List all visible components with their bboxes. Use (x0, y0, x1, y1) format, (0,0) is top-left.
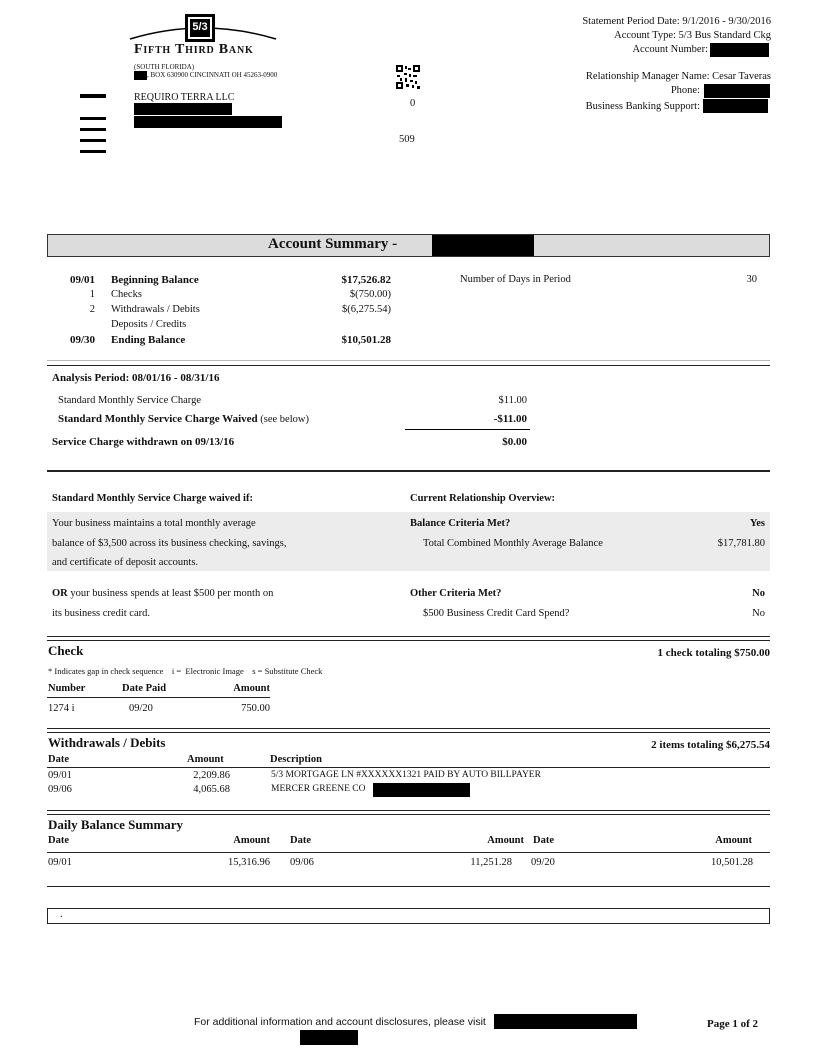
service-charge-waived (58, 413, 309, 425)
combined-balance-value: $17,781.80 (717, 538, 765, 549)
account-summary-title: Account Summary - (268, 236, 398, 252)
analysis-sum-rule (405, 429, 530, 430)
mail-barcode-marks (80, 94, 106, 153)
summary-row-amount: $17,526.82 (341, 274, 391, 286)
divider (47, 810, 770, 811)
bank-logo-text: 5/3 (192, 21, 208, 33)
divider (47, 767, 770, 768)
divider (47, 470, 770, 472)
or-criteria-text-2: its business credit card. (52, 608, 150, 619)
check-legend: * Indicates gap in check sequence i = Electronic Image s = Substitute Check (48, 666, 323, 676)
daily-header-amount-2: Amount (487, 835, 524, 846)
account-number-label: Account Number: (632, 44, 708, 55)
withdrawal-row-1-amount: 2,209.86 (193, 770, 230, 781)
waived-suffix: (see below) (257, 414, 309, 425)
waived-value: -$11.00 (493, 413, 527, 425)
divider (47, 886, 770, 887)
check-row-date: 09/20 (129, 703, 153, 714)
check-header-date: Date Paid (122, 683, 167, 694)
daily-row-1-amount: 15,316.96 (228, 857, 270, 868)
disclosure-text: For additional information and account disclosures, please visit (194, 1016, 486, 1028)
check-total: 1 check totaling $750.00 (657, 647, 770, 659)
customer-name: REQUIRO TERRA LLC (134, 92, 235, 103)
relationship-overview-title: Current Relationship Overview: (410, 493, 556, 504)
withdrawals-total: 2 items totaling $6,275.54 (651, 739, 770, 751)
daily-header-date-1: Date (48, 835, 69, 846)
redacted-phone (704, 84, 770, 98)
withdrawn-value: $0.00 (502, 436, 527, 448)
daily-header-amount-3: Amount (715, 835, 752, 846)
other-criteria-label: Other Criteria Met? (410, 588, 502, 599)
balance-criteria-label: Balance Criteria Met? (410, 518, 511, 529)
waiver-text-2: balance of $3,500 across its business checking, savings, (52, 538, 287, 549)
summary-row-amount: $10,501.28 (341, 334, 391, 346)
redacted-po (134, 71, 147, 80)
redacted-account-number (710, 43, 769, 57)
redacted-website (494, 1014, 637, 1029)
mail-code-zero: 0 (410, 98, 416, 109)
summary-row-date: 09/30 (69, 334, 95, 346)
footer-box (47, 908, 770, 924)
withdrawals-header-date: Date (48, 754, 69, 765)
combined-balance-label: Total Combined Monthly Average Balance (423, 538, 603, 549)
analysis-period-title: Analysis Period: 08/01/16 - 08/31/16 (52, 372, 220, 384)
summary-row-date: 09/01 (69, 274, 95, 286)
check-header-rule (47, 697, 270, 698)
or-criteria-text-1 (52, 588, 273, 599)
waiver-title: Standard Monthly Service Charge waived if: (52, 493, 253, 504)
waived-label: Standard Monthly Service Charge Waived (58, 413, 258, 425)
daily-row-3-date: 09/20 (531, 857, 555, 868)
summary-row-label: Deposits / Credits (111, 319, 187, 330)
days-in-period-value: 30 (746, 274, 757, 285)
daily-balance-section-title: Daily Balance Summary (48, 817, 184, 832)
account-summary-header (47, 234, 770, 257)
summary-row-amount: $(750.00) (349, 289, 391, 300)
waiver-text-3: and certificate of deposit accounts. (52, 557, 199, 568)
withdrawals-header-amount: Amount (187, 754, 224, 765)
waiver-text-1: Your business maintains a total monthly average (52, 518, 256, 529)
divider (47, 728, 770, 729)
redacted-address-2 (134, 116, 282, 128)
daily-row-3-amount: 10,501.28 (711, 857, 753, 868)
divider (47, 732, 770, 733)
check-section-title: Check (48, 643, 84, 658)
bank-logo (128, 13, 278, 61)
redacted-website-2 (300, 1030, 358, 1045)
qr-code (396, 65, 420, 89)
summary-row-label: Checks (111, 289, 142, 300)
summary-row-date: 1 (89, 289, 95, 300)
footer-box-text: . (60, 909, 63, 920)
divider (47, 814, 770, 815)
summary-row-date: 2 (89, 304, 95, 315)
balance-criteria-value: Yes (749, 518, 765, 529)
redacted-description (373, 783, 470, 797)
statement-period: Statement Period Date: 9/1/2016 - 9/30/2016 (582, 16, 771, 27)
service-charge-label: Standard Monthly Service Charge (58, 395, 201, 406)
bank-name: Fifth Third Bank (134, 42, 254, 57)
check-row-amount: 750.00 (241, 703, 270, 714)
summary-row-label: Beginning Balance (111, 274, 199, 286)
withdrawal-row-2-desc: MERCER GREENE CO (271, 784, 366, 794)
or-label: OR (52, 588, 68, 599)
summary-row-amount: $(6,275.54) (342, 304, 391, 315)
divider (47, 636, 770, 637)
redacted-address-1 (134, 103, 232, 115)
page-number: Page 1 of 2 (707, 1018, 759, 1030)
support-label: Business Banking Support: (585, 101, 700, 112)
days-in-period-label: Number of Days in Period (460, 274, 571, 285)
or-text: your business spends at least $500 per month on (67, 588, 274, 599)
daily-row-2-amount: 11,251.28 (470, 857, 512, 868)
relationship-manager: Relationship Manager Name: Cesar Taveras (585, 71, 771, 82)
withdrawal-row-1-desc: 5/3 MORTGAGE LN #XXXXXX1321 PAID BY AUTO BILLPAYER (271, 770, 541, 780)
redacted-support-phone (703, 99, 768, 113)
daily-header-amount-1: Amount (233, 835, 270, 846)
divider (47, 640, 770, 641)
card-spend-label: $500 Business Credit Card Spend? (423, 608, 570, 619)
service-charge-value: $11.00 (498, 395, 527, 406)
withdrawn-label: Service Charge withdrawn on 09/13/16 (52, 436, 235, 448)
divider (47, 365, 770, 366)
summary-row-label: Ending Balance (111, 334, 186, 346)
withdrawal-row-2-amount: 4,065.68 (193, 784, 230, 795)
withdrawal-row-2-date: 09/06 (48, 784, 72, 795)
card-spend-value: No (752, 608, 765, 619)
mail-code-509: 509 (399, 134, 415, 145)
withdrawal-row-1-date: 09/01 (48, 770, 72, 781)
other-criteria-value: No (752, 588, 765, 599)
bank-address: , BOX 630900 CINCINNATI OH 45263-0900 (147, 71, 278, 79)
divider (47, 852, 770, 853)
phone-label: Phone: (670, 85, 700, 96)
redacted-account-id (432, 235, 534, 256)
divider (47, 360, 770, 361)
summary-row-label: Withdrawals / Debits (111, 304, 200, 315)
check-row-number: 1274 i (48, 703, 75, 714)
daily-header-date-2: Date (290, 835, 311, 846)
account-type: Account Type: 5/3 Bus Standard Ckg (614, 30, 771, 41)
withdrawals-header-description: Description (270, 754, 322, 765)
withdrawals-section-title: Withdrawals / Debits (48, 735, 166, 750)
daily-row-1-date: 09/01 (48, 857, 72, 868)
daily-row-2-date: 09/06 (290, 857, 314, 868)
daily-header-date-3: Date (533, 835, 554, 846)
check-header-amount: Amount (233, 683, 270, 694)
check-header-number: Number (48, 683, 86, 694)
branch-label: (SOUTH FLORIDA) (134, 63, 195, 71)
